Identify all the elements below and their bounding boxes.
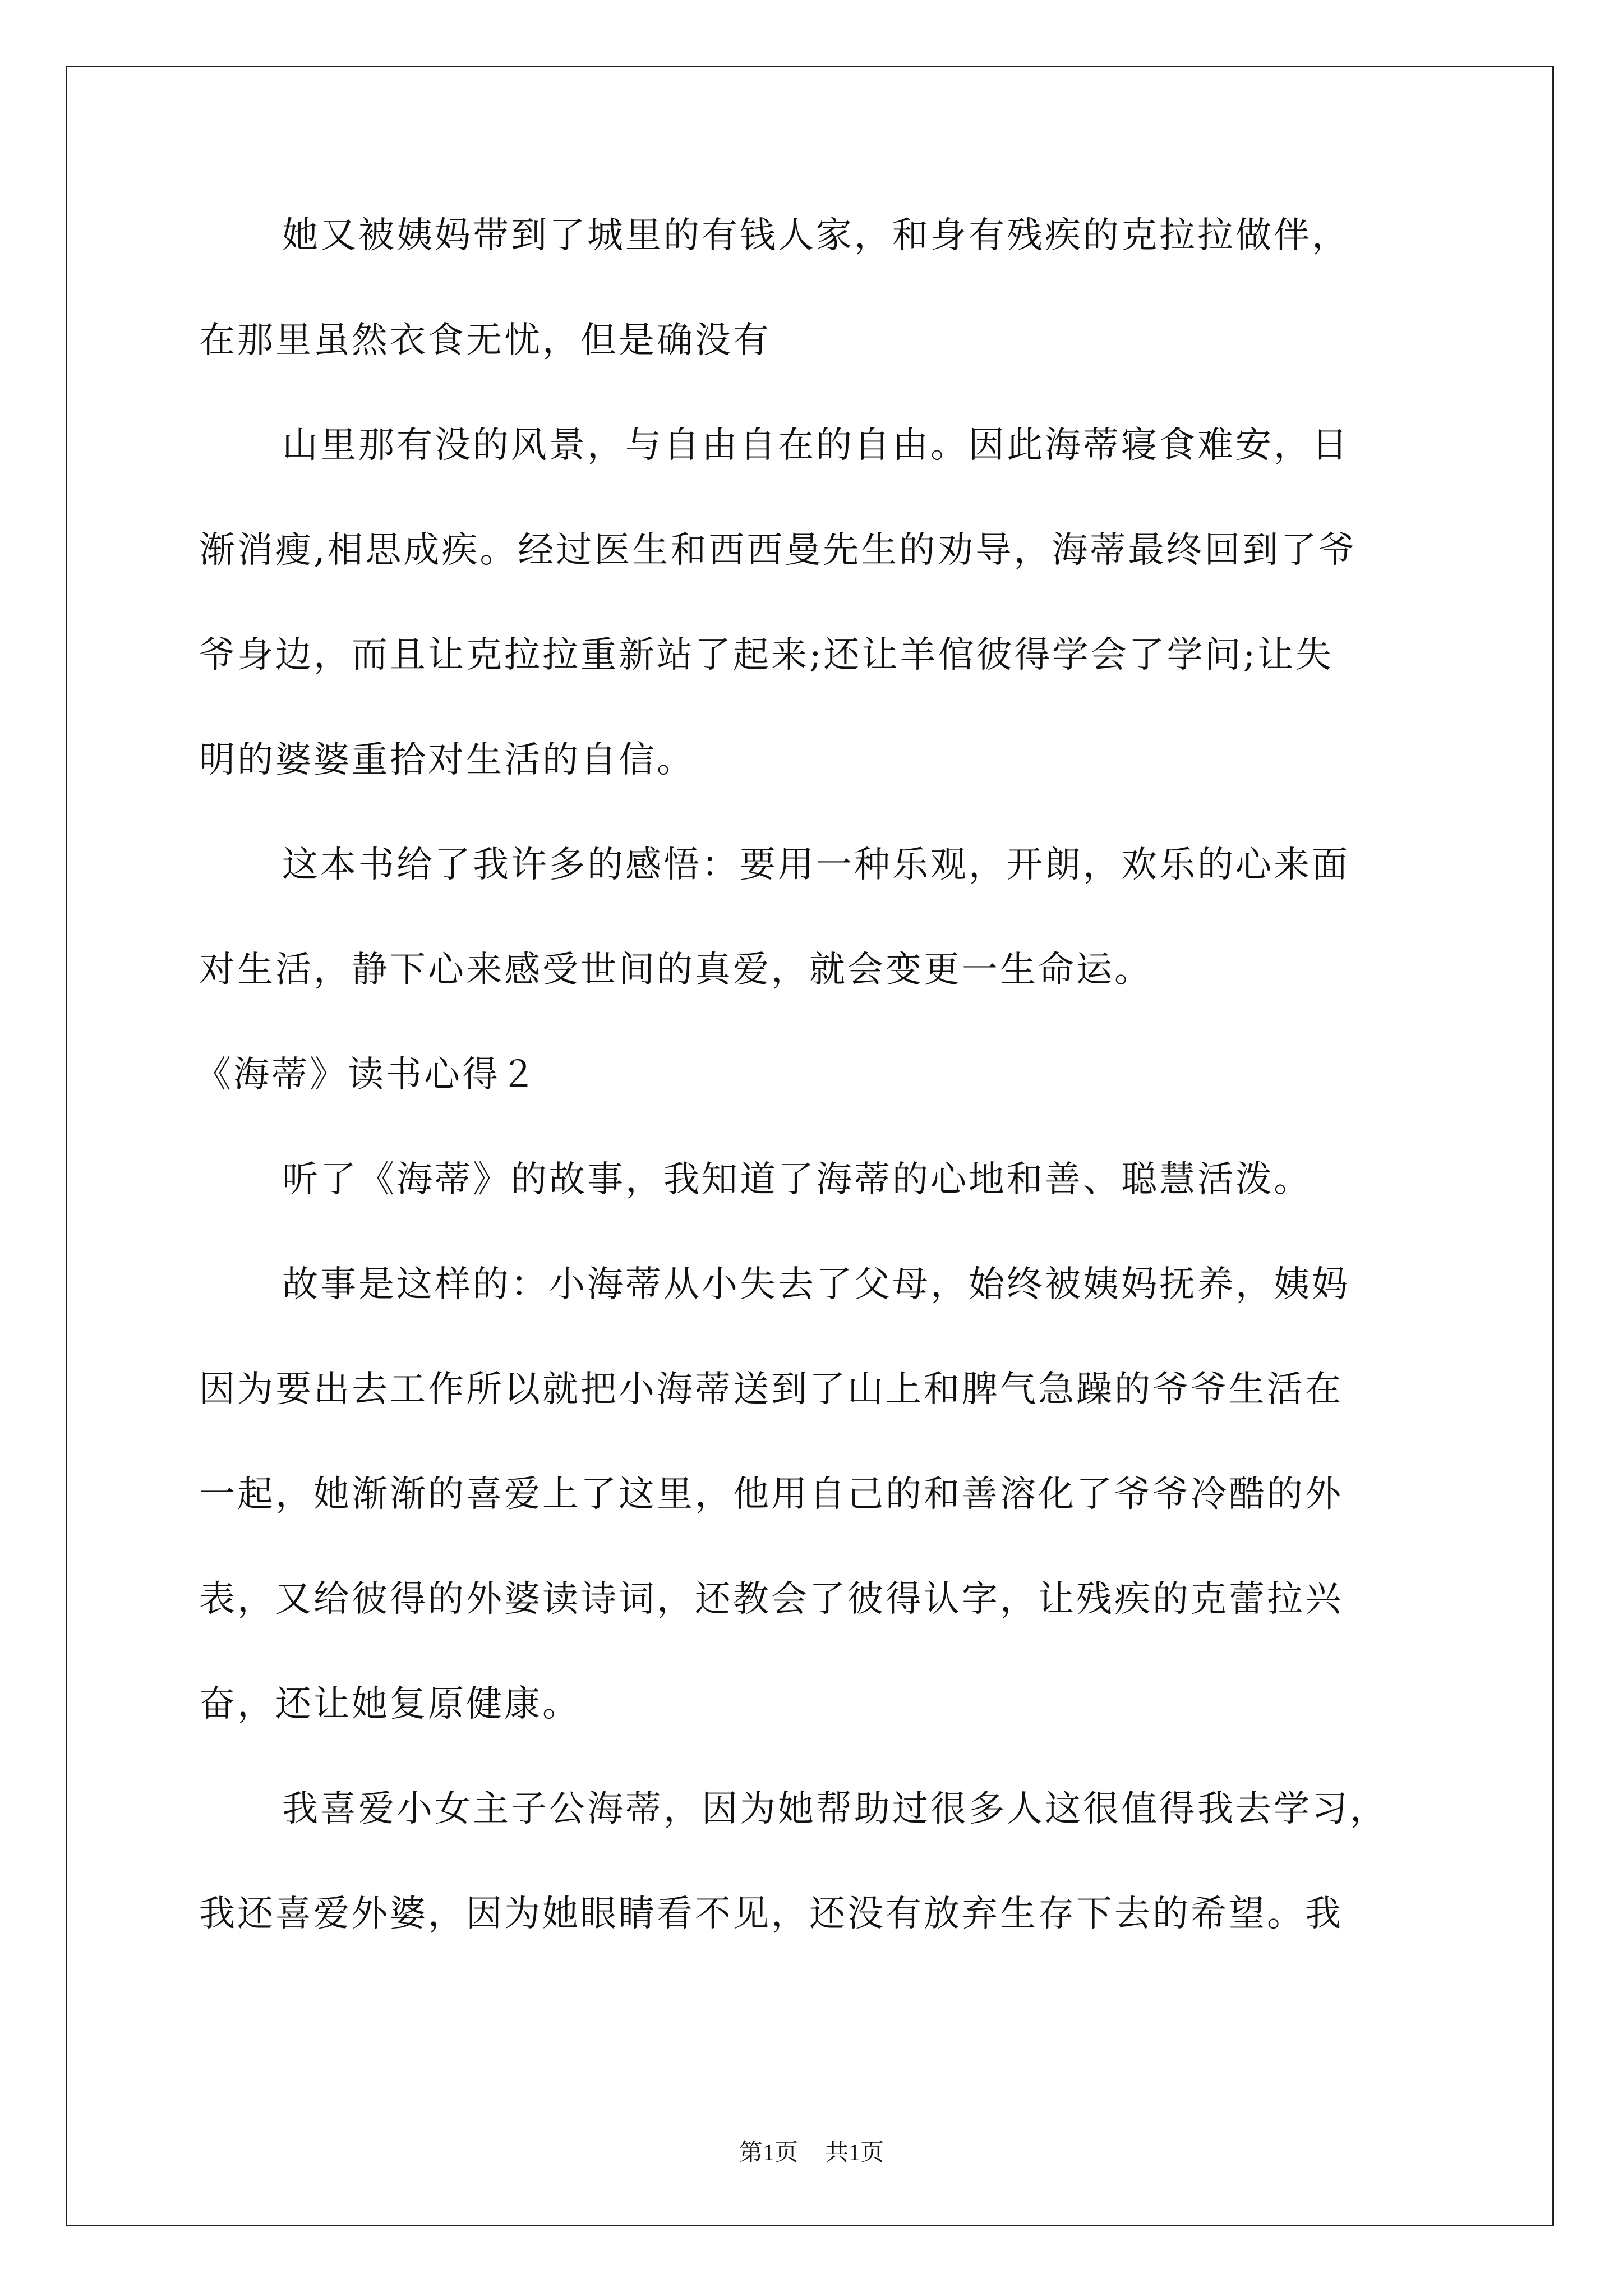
text-line: 表，又给彼得的外婆读诗词，还教会了彼得认字，让残疾的克蕾拉兴 bbox=[199, 1579, 1343, 1620]
section-heading: 《海蒂》读书心得２ bbox=[195, 1054, 538, 1096]
text-line: 因为要出去工作所以就把小海蒂送到了山上和脾气急躁的爷爷生活在 bbox=[199, 1369, 1343, 1410]
page-number: 第1页 bbox=[739, 2140, 798, 2166]
document-body bbox=[195, 209, 1433, 1992]
text-line: 在那里虽然衣食无忧，但是确没有 bbox=[199, 320, 771, 361]
text-line: 一起，她渐渐的喜爱上了这里，他用自己的和善溶化了爷爷冷酷的外 bbox=[199, 1474, 1343, 1515]
text-line: 这本书给了我许多的感悟：要用一种乐观，开朗，欢乐的心来面 bbox=[282, 844, 1350, 886]
page-total: 共1页 bbox=[825, 2140, 884, 2166]
text-line: 山里那有没的风景，与自由自在的自由。因此海蒂寝食难安，日 bbox=[282, 425, 1350, 466]
text-line: 奋，还让她复原健康。 bbox=[199, 1683, 580, 1725]
text-line: 对生活，静下心来感受世间的真爱，就会变更一生命运。 bbox=[199, 949, 1152, 991]
text-line: 明的婆婆重拾对生活的自信。 bbox=[199, 739, 695, 781]
text-line: 爷身边，而且让克拉拉重新站了起来;还让羊倌彼得学会了学问;让失 bbox=[199, 634, 1334, 676]
page-footer bbox=[0, 2136, 1623, 2170]
text-line: 我喜爱小女主子公海蒂，因为她帮助过很多人这很值得我去学习， bbox=[282, 1788, 1388, 1830]
text-line: 我还喜爱外婆，因为她眼睛看不见，还没有放弃生存下去的希望。我 bbox=[199, 1893, 1343, 1935]
text-line: 听了《海蒂》的故事，我知道了海蒂的心地和善、聪慧活泼。 bbox=[282, 1159, 1312, 1200]
text-line: 故事是这样的：小海蒂从小失去了父母，始终被姨妈抚养，姨妈 bbox=[282, 1264, 1350, 1305]
text-line: 她又被姨妈带到了城里的有钱人家，和身有残疾的克拉拉做伴， bbox=[282, 215, 1350, 256]
text-line: 渐消瘦,相思成疾。经过医生和西西曼先生的劝导，海蒂最终回到了爷 bbox=[199, 530, 1357, 571]
